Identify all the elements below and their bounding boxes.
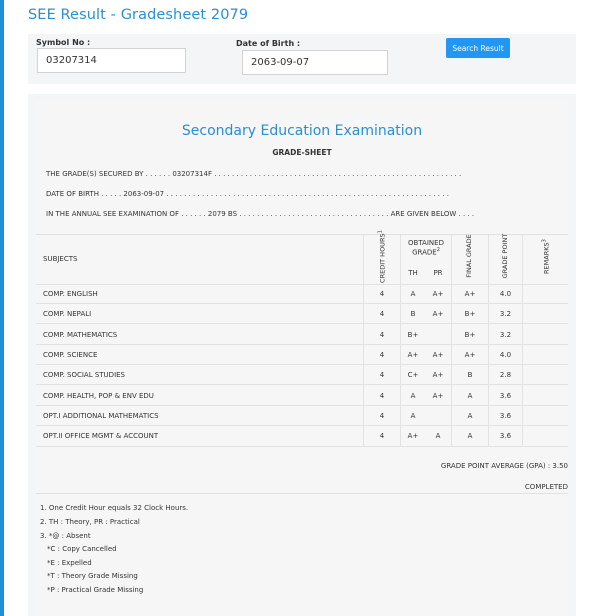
subjects-header: SUBJECTS: [43, 255, 78, 263]
subject-cell: COMP. SOCIAL STUDIES: [43, 371, 126, 380]
credit-cell: 4: [379, 391, 385, 400]
pr-cell: A+: [432, 310, 444, 319]
exam-year-line: IN THE ANNUAL SEE EXAMINATION OF . . . . . . 2079 BS . . . . . . . . . . . . . . . . . . . . . . . . . . . . . . . . . . ARE GIVEN BELOW . . . .: [46, 210, 475, 218]
final-cell: A+: [464, 350, 476, 359]
gpa-summary: GRADE POINT AVERAGE (GPA) : 3.50: [440, 462, 568, 470]
subject-cell: OPT.I ADDITIONAL MATHEMATICS: [43, 411, 159, 420]
final-cell: A: [467, 411, 473, 420]
credit-cell: 4: [379, 350, 385, 359]
final-cell: A: [467, 391, 473, 400]
point-cell: 3.2: [499, 310, 512, 319]
final-cell: A+: [464, 290, 476, 298]
subject-cell: COMP. NEPALI: [43, 310, 92, 319]
th-cell: B+: [407, 330, 419, 339]
notes-separator: [36, 493, 568, 494]
symbol-no-input[interactable]: [37, 48, 186, 73]
subject-cell: COMP. ENGLISH: [43, 290, 98, 298]
page-title: SEE Result - Gradesheet 2079: [28, 7, 249, 23]
th-header: TH: [408, 269, 418, 277]
pr-header: PR: [433, 269, 443, 277]
th-cell: A: [410, 411, 416, 420]
dob-label: Date of Birth :: [236, 39, 301, 48]
footnote-item: 3. *@ : Absent: [40, 532, 91, 540]
credit-cell: 4: [379, 411, 385, 420]
obtained-grade-header: OBTAINED GRADE$^2$: [408, 239, 444, 257]
footnote-item: 1. One Credit Hour equals 32 Clock Hours.: [40, 504, 189, 512]
footnote-item: 2. TH : Theory, PR : Practical: [40, 518, 140, 526]
result-status: COMPLETED: [524, 483, 568, 491]
grade-secured-line: THE GRADE(S) SECURED BY . . . . . . 03207314F . . . . . . . . . . . . . . . . . . . . . . . . . . . . . . . . . . . . . . . . . . . . . . . . . . . . . . . .: [46, 170, 462, 178]
credit-cell: 4: [379, 432, 385, 441]
final-cell: B+: [464, 330, 476, 339]
remarks-header: REMARKS$^3$: [541, 239, 551, 274]
column-divider: [522, 234, 523, 446]
final-cell: B+: [464, 310, 476, 319]
table-bottom-border: [36, 446, 568, 447]
th-cell: C+: [407, 371, 419, 380]
th-cell: A: [410, 290, 416, 298]
th-cell: B: [410, 310, 416, 319]
credit-cell: 4: [379, 310, 385, 319]
point-cell: 3.6: [499, 411, 512, 420]
left-accent-bar: [0, 0, 4, 616]
exam-title: Secondary Education Examination: [181, 123, 423, 139]
date-of-birth-line: DATE OF BIRTH . . . . . 2063-09-07 . . . . . . . . . . . . . . . . . . . . . . . . . . . . . . . . . . . . . . . . . . . . . . . . . . . . . . . . . . . . . . . .: [46, 190, 449, 198]
row-divider: [36, 344, 568, 345]
grade-point-header: GRADE POINT: [501, 233, 509, 279]
gradesheet-heading: GRADE-SHEET: [272, 148, 332, 157]
pr-cell: A+: [432, 290, 444, 298]
row-divider: [36, 323, 568, 324]
footnote-item: *P : Practical Grade Missing: [47, 586, 144, 594]
final-cell: B: [467, 371, 473, 380]
point-cell: 3.2: [499, 330, 512, 339]
footnote-item: *C : Copy Cancelled: [47, 545, 117, 553]
credit-cell: 4: [379, 371, 385, 380]
point-cell: 3.6: [499, 432, 512, 441]
footnote-item: *E : Expelled: [47, 559, 92, 567]
credit-hours-header: CREDIT HOURS$^1$: [377, 230, 387, 283]
credit-cell: 4: [379, 290, 385, 298]
final-grade-header: FINAL GRADE: [465, 234, 473, 278]
credit-cell: 4: [379, 330, 385, 339]
point-cell: 3.6: [499, 391, 512, 400]
symbol-no-label: Symbol No :: [36, 38, 91, 47]
point-cell: 2.8: [499, 371, 512, 380]
row-divider: [36, 405, 568, 406]
pr-cell: A+: [432, 350, 444, 359]
subject-cell: COMP. SCIENCE: [43, 350, 98, 359]
row-divider: [36, 364, 568, 365]
point-cell: 4.0: [499, 350, 512, 359]
row-divider: [36, 303, 568, 304]
th-cell: A+: [407, 350, 419, 359]
subject-cell: OPT.II OFFICE MGMT & ACCOUNT: [43, 432, 159, 441]
footnote-item: *T : Theory Grade Missing: [47, 572, 138, 580]
pr-cell: A: [435, 432, 441, 441]
row-divider: [36, 425, 568, 426]
th-cell: A+: [407, 432, 419, 441]
dob-input[interactable]: [242, 50, 388, 75]
row-divider: [36, 384, 568, 385]
pr-cell: A+: [432, 371, 444, 380]
subject-cell: COMP. HEALTH, POP & ENV EDU: [43, 391, 154, 400]
final-cell: A: [467, 432, 473, 441]
point-cell: 4.0: [499, 290, 512, 298]
subject-cell: COMP. MATHEMATICS: [43, 330, 118, 339]
th-cell: A: [410, 391, 416, 400]
gradesheet: [36, 101, 568, 616]
pr-cell: A+: [432, 391, 444, 400]
search-result-button[interactable]: Search Result: [446, 38, 510, 58]
